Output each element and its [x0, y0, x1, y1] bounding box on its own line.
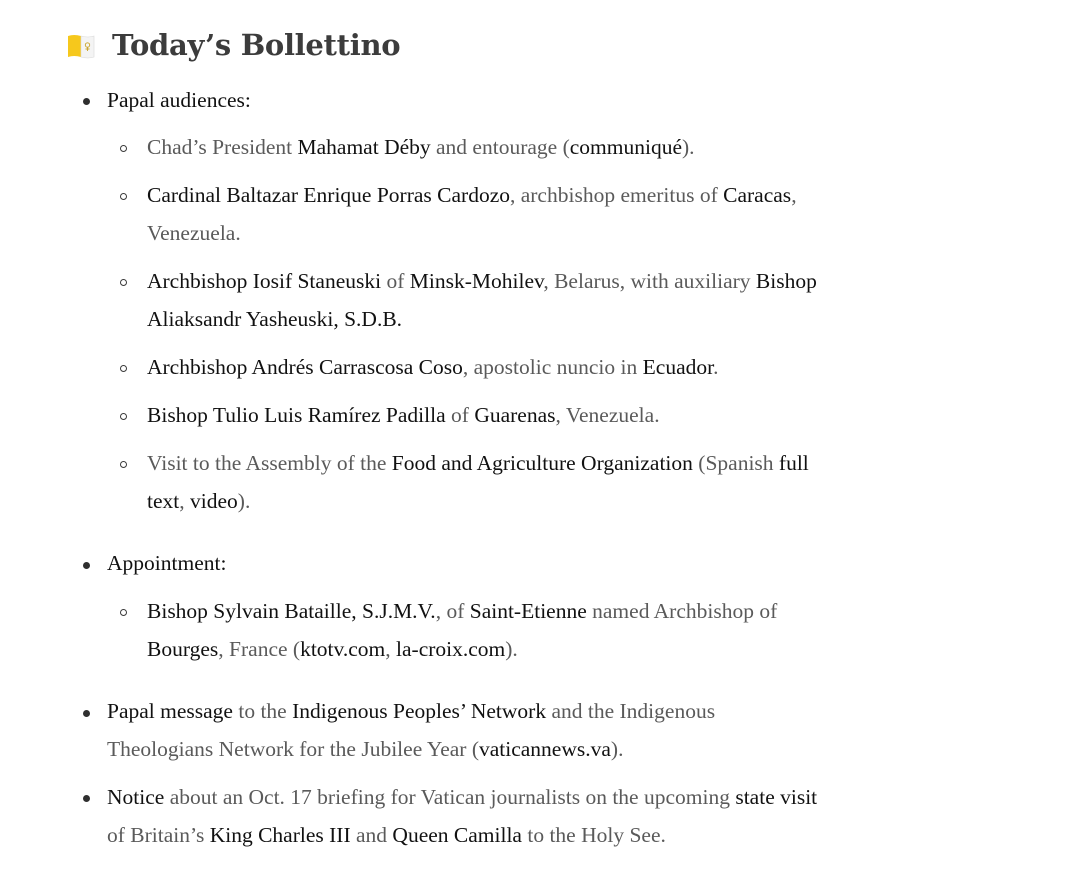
link-full-text-cont[interactable]: text	[147, 489, 180, 513]
link-saint-etienne[interactable]: Saint-Etienne	[469, 599, 587, 623]
link-bourges[interactable]: Bourges	[147, 637, 219, 661]
link-bishop-ramirez[interactable]: Bishop Tulio Luis Ramírez Padilla	[147, 403, 446, 427]
audience-item-chad	[147, 135, 695, 160]
text-span: ,	[791, 183, 797, 207]
item-papal-message	[107, 699, 715, 724]
sub-bullet-icon	[120, 193, 127, 200]
link-cardinal-porras[interactable]: Cardinal Baltazar Enrique Porras Cardozo	[147, 183, 510, 207]
bullet-icon	[83, 795, 90, 802]
text-span: Visit to the Assembly of the	[147, 451, 392, 475]
audience-item-ramirez	[147, 403, 660, 428]
text-span: to the	[232, 699, 293, 723]
link-communique[interactable]: communiqué	[569, 135, 682, 159]
text-span: ).	[505, 637, 518, 661]
link-queen-camilla[interactable]: Queen Camilla	[392, 823, 522, 847]
text-span: .	[713, 355, 719, 379]
section-label-audiences: Papal audiences:	[107, 88, 251, 112]
sub-bullet-icon	[120, 145, 127, 152]
appointment-item-bataille-cont	[147, 637, 518, 662]
link-la-croix[interactable]: la-croix.com	[396, 637, 506, 661]
link-minsk-mohilev[interactable]: Minsk-Mohilev	[409, 269, 544, 293]
link-vaticannews[interactable]: vaticannews.va	[478, 737, 611, 761]
text-span: , archbishop emeritus of	[509, 183, 724, 207]
link-mahamat-deby[interactable]: Mahamat Déby	[297, 135, 431, 159]
link-notice[interactable]: Notice	[107, 785, 165, 809]
link-papal-message[interactable]: Papal message	[107, 699, 233, 723]
link-state-visit[interactable]: state visit	[735, 785, 818, 809]
link-king-charles[interactable]: King Charles III	[209, 823, 351, 847]
text-span: Chad’s President	[147, 135, 298, 159]
link-bishop-yasheuski[interactable]: Bishop	[755, 269, 817, 293]
link-archbishop-staneuski[interactable]: Archbishop Iosif Staneuski	[147, 269, 382, 293]
item-notice	[107, 785, 817, 810]
item-notice-cont	[107, 823, 666, 848]
text-span: and the Indigenous	[546, 699, 716, 723]
text-span: ).	[682, 135, 695, 159]
bullet-icon	[83, 98, 90, 105]
text-span: named Archbishop of	[586, 599, 778, 623]
text-span: about an Oct. 17 briefing for Vatican journalists on the upcoming	[164, 785, 736, 809]
link-video[interactable]: video	[190, 489, 238, 513]
link-fao[interactable]: Food and Agriculture Organization	[391, 451, 693, 475]
text-span: and	[350, 823, 393, 847]
text-span: ).	[610, 737, 624, 761]
link-bishop-bataille[interactable]: Bishop Sylvain Bataille, S.J.M.V.	[147, 599, 436, 623]
page-title-text: Today’s Bollettino	[112, 28, 401, 62]
bullet-icon	[83, 710, 90, 717]
text-span: Theologians Network for the Jubilee Year (	[107, 737, 479, 761]
appointment-item-bataille	[147, 599, 777, 624]
link-guarenas[interactable]: Guarenas	[474, 403, 556, 427]
sub-bullet-icon	[120, 413, 127, 420]
link-caracas[interactable]: Caracas	[723, 183, 792, 207]
text-span: of	[445, 403, 475, 427]
audience-item-carrascosa	[147, 355, 718, 380]
text-span: (Spanish	[692, 451, 779, 475]
link-ktotv[interactable]: ktotv.com	[300, 637, 386, 661]
text-span: , of	[435, 599, 470, 623]
audience-item-porras-cont: Venezuela.	[147, 221, 241, 245]
sub-bullet-icon	[120, 365, 127, 372]
audience-item-porras	[147, 183, 797, 208]
audience-item-staneuski	[147, 269, 817, 294]
link-indigenous-network[interactable]: Indigenous Peoples’ Network	[292, 699, 547, 723]
link-ecuador[interactable]: Ecuador	[642, 355, 714, 379]
sub-bullet-icon	[120, 609, 127, 616]
sub-bullet-icon	[120, 461, 127, 468]
text-span: , apostolic nuncio in	[462, 355, 643, 379]
text-span: ,	[385, 637, 397, 661]
section-label-appointment: Appointment:	[107, 551, 227, 575]
text-span: to the Holy See.	[521, 823, 666, 847]
audience-item-fao	[147, 451, 809, 476]
text-span: ).	[237, 489, 251, 513]
text-span: of	[381, 269, 410, 293]
item-papal-message-cont	[107, 737, 623, 762]
link-full-text[interactable]: full	[778, 451, 809, 475]
text-span: , Venezuela.	[555, 403, 660, 427]
link-archbishop-carrascosa[interactable]: Archbishop Andrés Carrascosa Coso	[147, 355, 463, 379]
sub-bullet-icon	[120, 279, 127, 286]
text-span: , Belarus, with auxiliary	[543, 269, 756, 293]
audience-item-staneuski-cont	[147, 307, 402, 332]
text-span: , France (	[218, 637, 301, 661]
audience-item-fao-cont	[147, 489, 250, 514]
text-span: of Britain’s	[107, 823, 210, 847]
text-span: ,	[179, 489, 190, 513]
bullet-icon	[83, 562, 90, 569]
text-span: and entourage (	[430, 135, 570, 159]
link-bishop-yasheuski-cont[interactable]: Aliaksandr Yasheuski, S.D.B.	[147, 307, 403, 331]
